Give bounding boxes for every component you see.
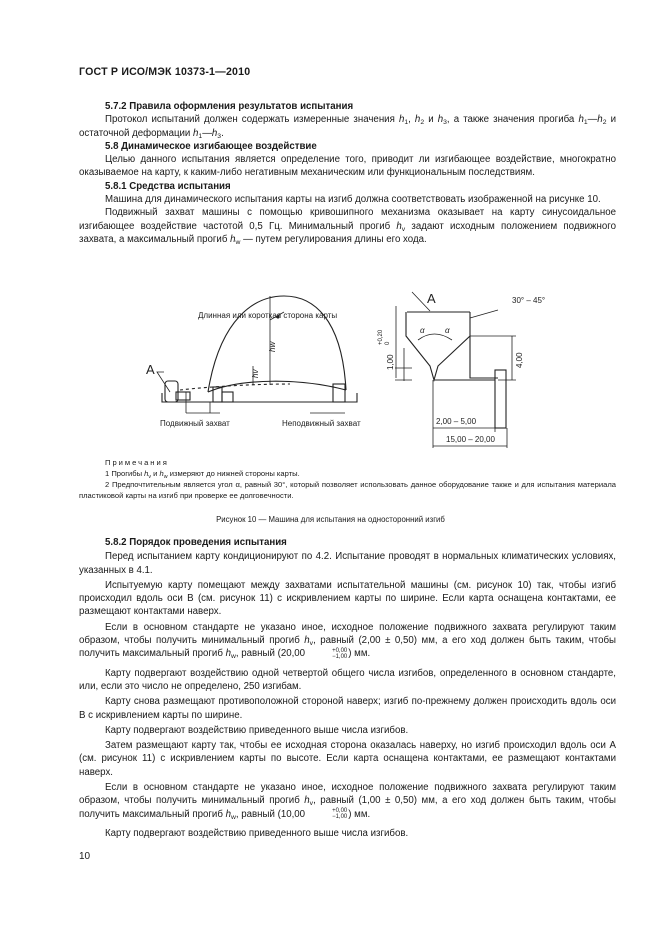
detail-post <box>495 370 506 428</box>
section-title: 5.8.1 Средства испытания <box>105 180 231 192</box>
notes-title: Примечания <box>105 458 169 467</box>
label-dim-4: 4,00 <box>515 352 524 368</box>
angle-leader <box>470 310 498 318</box>
label-dim-2-5: 2,00 – 5,00 <box>436 417 477 426</box>
detail-wedge-outline <box>406 312 470 380</box>
paragraph: Испытуемую карту помещают между захватами испытательной машины (см. рисунок 10) так, чтобы изгиб происходил вдоль оси B (см. рисунок 11) с искривлением карты по ширине. Если карта оснащена контактами, ее размещают контактами наверх. <box>79 579 616 618</box>
label-angle-range: 30° – 45° <box>512 296 546 305</box>
paragraph: Машина для динамического испытания карты на изгиб должна соответствовать изображенной на рисунке 10. <box>105 194 601 206</box>
paragraph: Карту снова размещают противоположной стороной наверх; изгиб по-прежнему должен происходить вдоль оси B с искривлением карты по ширине. <box>79 696 616 721</box>
card-bent-low <box>208 381 346 392</box>
fixed-grip <box>333 384 345 402</box>
note-2: 2 Предпочтительным является угол α, равный 30°, который позволяет использовать данное оборудование также и для испытания материала пластиковой карты на изгиб при проверке ее долговечности. <box>79 480 616 500</box>
label-hw: hw <box>268 341 277 352</box>
section-5-8-2 <box>79 536 616 840</box>
paragraph: Карту подвергают воздействию приведенного выше числа изгибов. <box>105 827 409 839</box>
page-number: 10 <box>79 851 91 862</box>
section-title: 5.8 Динамическое изгибающее воздействие <box>105 140 317 152</box>
label-dim-vertical-tol-upper: +0,20 <box>378 329 384 345</box>
label-alpha-right: α <box>445 326 450 335</box>
pin-block <box>222 392 233 402</box>
label-A-right: A <box>427 291 436 306</box>
section-title: 5.7.2 Правила оформления результатов испытания <box>105 101 354 112</box>
paragraph: Если в основном стандарте не указано иное, исходное положение подвижного захвата регулируют таким образом, чтобы получить минимальный прогиб $h_v$, равный (2,00 ± 0,50) мм, а его ход должен быть таким, чтобы получить максимальный прогиб $h_w$, равный (20,00 +0,00 −1,00 ) мм. <box>79 621 616 661</box>
label-top: Длинная или короткая сторона карты <box>198 311 338 320</box>
detail-A-leader <box>157 372 170 392</box>
paragraph: Затем размещают карту так, чтобы ее исходная сторона оказалась наверху, но изгиб происходил вдоль оси A (см. рисунок 11) с искривлением карты по высоте. Если карта оснащена контактами, ее размещают контактами наверх. <box>79 740 616 778</box>
section-title: 5.8.2 Порядок проведения испытания <box>105 537 287 548</box>
note-1: 1 Прогибы $h_v$ и $h_w$ измеряют до нижней стороны карты. <box>105 469 300 480</box>
paragraph: Если в основном стандарте не указано иное, исходное положение подвижного захвата регулируют таким образом, чтобы получить минимальный прогиб $h_v$, равный (1,00 ± 0,50) мм, а его ход должен быть таким, чтобы получить максимальный прогиб $h_w$, равный (10,00 +0,00 −1,00 ) мм. <box>79 782 616 821</box>
paragraph: Карту подвергают воздействию одной четвертой общего числа изгибов, определенного в основном стандарте, или, если это число не определено, 250 изгибам. <box>79 667 616 692</box>
paragraph: Подвижный захват машины с помощью кривошипного механизма оказывает на карту синусоидальное изгибающее воздействие частотой 0,5 Гц. Минимальный прогиб $h_v$ задают исходным положением подвижного захвата, а максимальный прогиб $h_w$ — путем регулирования длины его хода. <box>79 207 616 246</box>
label-hv: hv <box>251 369 260 378</box>
detail-right <box>470 336 498 378</box>
figure-notes <box>79 457 616 501</box>
paragraph: Перед испытанием карту кондиционируют по 4.2. Испытание проводят в нормальных климатических условиях, указанных в 4.1. <box>79 551 616 576</box>
label-alpha-left: α <box>420 326 425 335</box>
paragraph: Целью данного испытания является определение того, приводит ли изгибающее воздействие, многократно оказываемое на карту, к каким-либо негативным механическим или функциональным последствиям. <box>79 154 616 179</box>
label-fixed: Неподвижный захват <box>282 419 361 428</box>
paragraph: Карту подвергают воздействию приведенного выше числа изгибов. <box>105 724 409 736</box>
label-movable: Подвижный захват <box>160 419 230 428</box>
document-header: ГОСТ Р ИСО/МЭК 10373-1—2010 <box>79 66 251 78</box>
label-dim-vertical-tol-lower: 0 <box>385 341 391 345</box>
paragraph: Протокол испытаний должен содержать измеренные значения $h_1$, $h_2$ и $h_3$, а также значения прогиба $h_1—h_2$ и остаточной деформации $h_1—h_3$. <box>79 114 616 140</box>
label-dim-vertical: 1,00 <box>386 354 395 370</box>
figure-caption: Рисунок 10 — Машина для испытания на односторонний изгиб <box>216 515 445 524</box>
label-dim-15-20: 15,00 – 20,00 <box>446 435 495 444</box>
label-A-left: A <box>146 362 155 377</box>
base-line <box>162 393 357 402</box>
